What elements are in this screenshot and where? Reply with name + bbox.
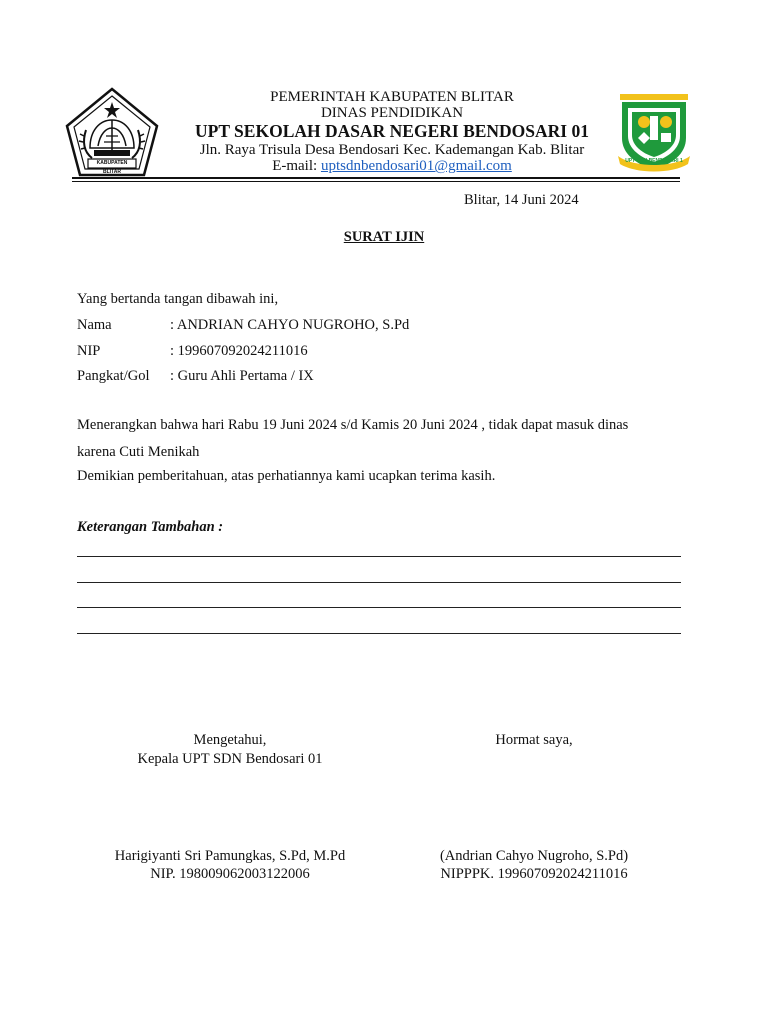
- field-value: : ANDRIAN CAHYO NUGROHO, S.Pd: [170, 317, 410, 333]
- body-line-1: Menerangkan bahwa hari Rabu 19 Juni 2024 s/d Kamis 20 Juni 2024 , tidak dapat masuk dinas: [77, 417, 629, 433]
- letterhead-department: DINAS PENDIDIKAN: [320, 105, 464, 121]
- field-row-nip: [77, 342, 308, 360]
- email-link[interactable]: uptsdnbendosari01@gmail.com: [320, 158, 512, 174]
- letterhead-rule-thin: [72, 181, 680, 182]
- notes-blank-line[interactable]: [77, 607, 681, 608]
- email-label: E-mail:: [272, 158, 321, 174]
- school-shield-emblem-icon: [614, 88, 694, 176]
- body-line-3: Demikian pemberitahuan, atas perhatiannya kami ucapkan terima kasih.: [77, 468, 496, 484]
- signature-left-position: Kepala UPT SDN Bendosari 01: [137, 751, 323, 767]
- letterhead-address: Jln. Raya Trisula Desa Bendosari Kec. Kademangan Kab. Blitar: [199, 142, 585, 158]
- field-label: Pangkat/Gol: [77, 368, 150, 384]
- field-row-rank: [77, 367, 314, 385]
- opening-line: Yang bertanda tangan dibawah ini,: [77, 291, 279, 307]
- field-value: : Guru Ahli Pertama / IX: [170, 368, 314, 384]
- field-label: Nama: [77, 317, 112, 333]
- notes-blank-line[interactable]: [77, 633, 681, 634]
- field-value: : 199607092024211016: [170, 343, 308, 359]
- letterhead-government: PEMERINTAH KABUPATEN BLITAR: [270, 89, 514, 105]
- kabupaten-blitar-emblem-icon: [64, 86, 160, 178]
- field-label: NIP: [77, 343, 101, 359]
- signature-left-acknowledged: Mengetahui,: [193, 732, 267, 748]
- right-logo-caption: UPT SDN BENDOSARI 1: [625, 158, 683, 164]
- field-row-name: [77, 316, 409, 334]
- notes-blank-line[interactable]: [77, 556, 681, 557]
- signature-right-greeting: Hormat saya,: [495, 732, 573, 748]
- letterhead-school-name: UPT SEKOLAH DASAR NEGERI BENDOSARI 01: [195, 121, 589, 141]
- left-logo-caption: KABUPATEN BLITAR: [96, 160, 128, 175]
- letterhead-rule-thick: [72, 177, 680, 179]
- notes-heading: Keterangan Tambahan :: [77, 519, 224, 535]
- date-line: Blitar, 14 Juni 2024: [464, 192, 579, 208]
- signature-left-id: NIP. 198009062003122006: [150, 866, 310, 882]
- document-title: SURAT IJIN: [343, 229, 425, 245]
- signature-left-name: Harigiyanti Sri Pamungkas, S.Pd, M.Pd: [114, 848, 346, 864]
- notes-blank-line[interactable]: [77, 582, 681, 583]
- body-line-2: karena Cuti Menikah: [77, 444, 200, 460]
- signature-right-name: (Andrian Cahyo Nugroho, S.Pd): [439, 848, 629, 864]
- signature-right-id: NIPPPK. 199607092024211016: [440, 866, 628, 882]
- letterhead-email-line: [180, 157, 604, 175]
